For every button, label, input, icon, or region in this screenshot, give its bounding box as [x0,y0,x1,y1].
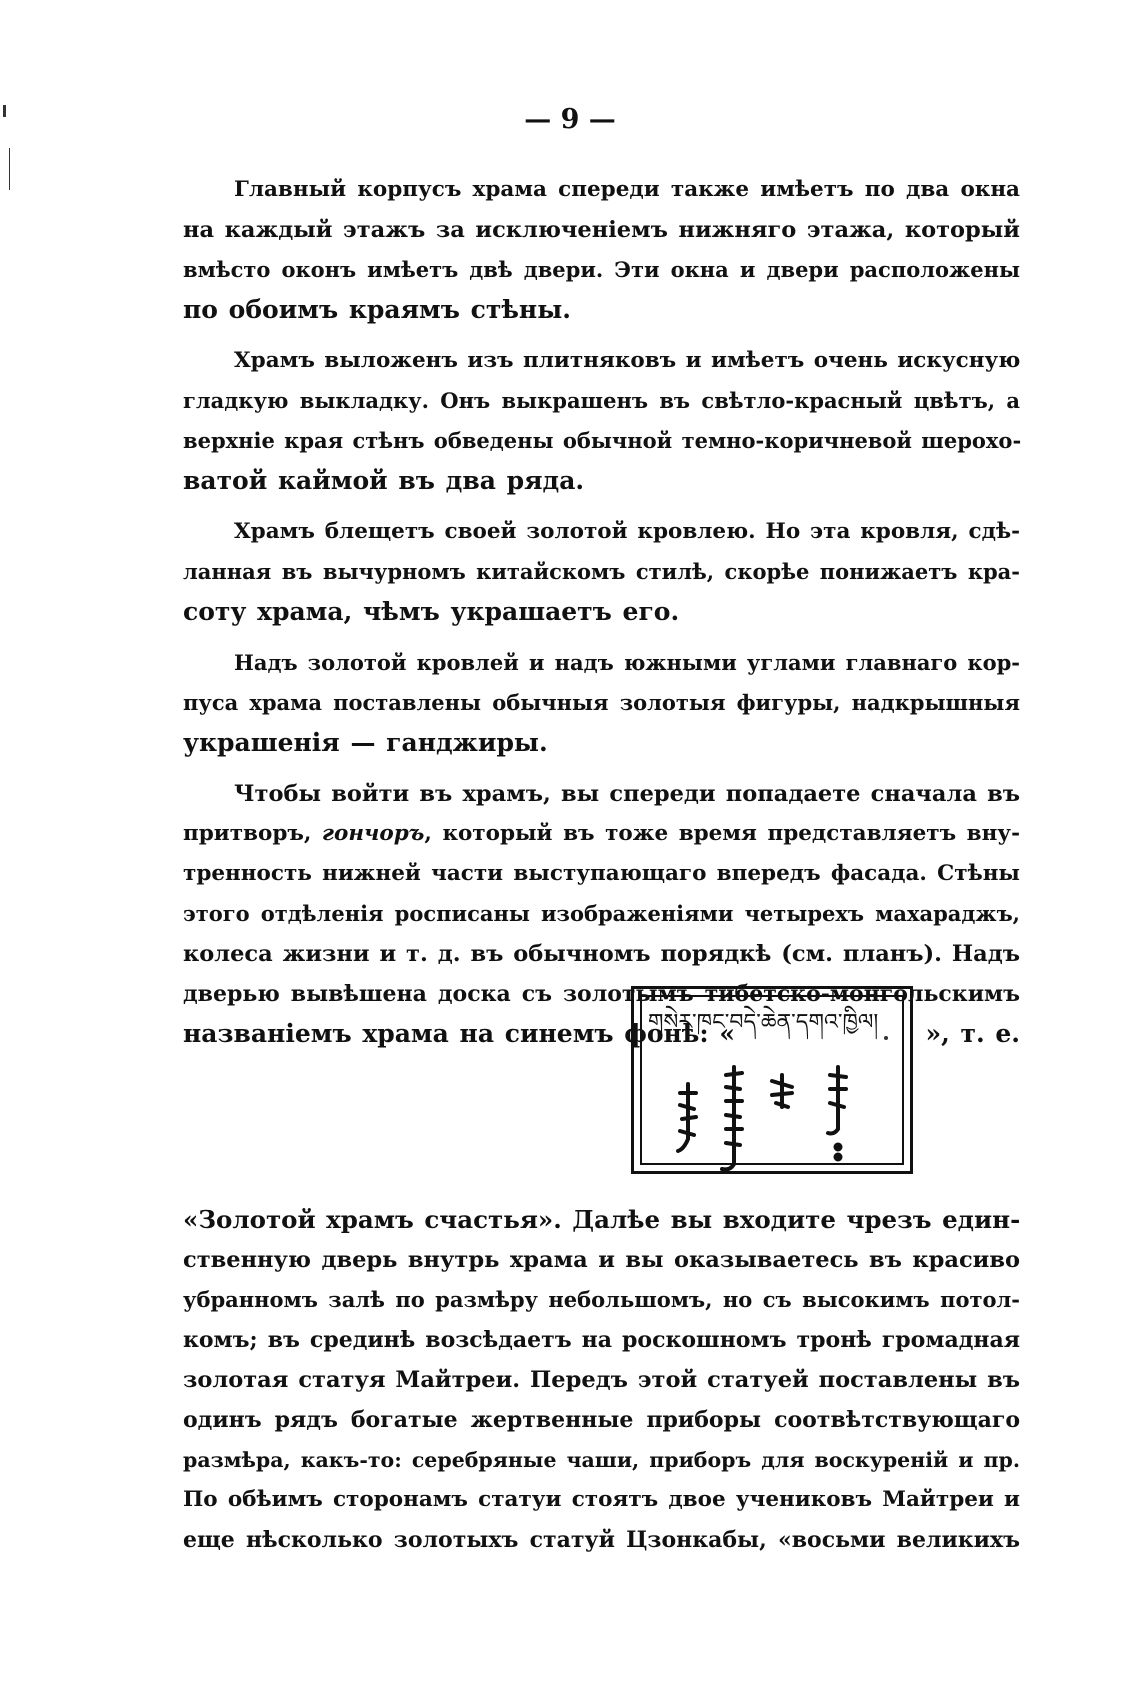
text-fragment: названіемъ храма на синемъ фонѣ: « [183,1019,735,1048]
text-line: золотая статуя Майтреи. Передъ этой статуей поставлены въ [183,1367,1020,1393]
text-line: Надъ золотой кровлей и надъ южными углами главнаго кор- [234,650,1020,675]
text-line: По обѣимъ сторонамъ статуи стоятъ двое учениковъ Майтреи и [183,1487,1020,1512]
text-line: Чтобы войти въ храмъ, вы спереди попадаете сначала въ [234,781,1020,807]
text-line: дверью вывѣшена доска съ золотымъ тибетско-монгольскимъ [183,981,1020,1007]
text-line: комъ; въ срединѣ возсѣдаетъ на роскошномъ тронѣ громадная [183,1327,1020,1353]
text-line: этого отдѣленія росписаны изображеніями четырехъ махараджъ, [183,901,1020,926]
text-line: размѣра, какъ-то: серебряные чаши, приборъ для воскуреній и пр. [183,1448,1020,1472]
paragraph [183,512,1020,632]
paragraph [183,341,1020,501]
text-line: «Золотой храмъ счастья». Далѣе вы входите чрезъ един- [183,1205,1021,1234]
text-line: украшенія — ганджиры. [183,728,548,757]
text-line: пуса храма поставлены обычныя золотыя фигуры, надкрышныя [183,690,1020,715]
text-line: ственную дверь внутрь храма и вы оказываетесь въ красиво [183,1247,1020,1273]
text-line: одинъ рядъ богатые жертвенные приборы соотвѣтствующаго [183,1407,1020,1433]
body-text-lower [183,1200,1020,1560]
text-fragment: притворъ, [183,821,312,846]
stray-dot [884,1036,888,1040]
text-line [183,814,1020,854]
margin-mark [3,105,6,117]
text-line: верхніе края стѣнъ обведены обычной темно-коричневой шерохо- [183,428,1022,453]
body-text-upper [183,170,1020,1054]
margin-mark [9,148,10,190]
text-line: Главный корпусъ храма спереди также имѣетъ по два окна [234,177,1020,202]
mongolian-script-image [634,989,916,1177]
text-fragment: », т. е. [925,1019,1020,1048]
italic-term: гончоръ [321,821,425,846]
text-line: Храмъ выложенъ изъ плитняковъ и имѣетъ очень искусную [234,348,1021,373]
paragraph [183,170,1020,330]
tibetan-inscription: གསེར་ཁང་བདེ་ཆེན་དགའ་ཁྱིལ། [648,1010,879,1035]
text-line: тренность нижней части выступающаго впередъ фасада. Стѣны [183,861,1020,886]
paragraph [183,643,1020,763]
text-line: по обоимъ краямъ стѣны. [183,295,571,324]
text-line: на каждый этажъ за исключеніемъ нижняго этажа, который [183,217,1020,243]
text-line: ватой каймой въ два ряда. [183,466,585,495]
text-line: соту храма, чѣмъ украшаетъ его. [183,597,680,626]
text-line: еще нѣсколько золотыхъ статуй Цзонкабы, «восьми великихъ [183,1527,1020,1553]
text-fragment: , который въ тоже время представляетъ вну- [424,821,1020,846]
paragraph [183,1200,1020,1560]
text-line: колеса жизни и т. д. въ обычномъ порядкѣ (см. планъ). Надъ [183,941,1020,967]
page-number: — 9 — [524,104,616,135]
text-line: ланная въ вычурномъ китайскомъ стилѣ, скорѣе понижаетъ кра- [183,559,1020,584]
inscription-plaque [631,986,913,1174]
text-line: гладкую выкладку. Онъ выкрашенъ въ свѣтло-красный цвѣтъ, а [183,388,1020,413]
text-line: вмѣсто оконъ имѣетъ двѣ двери. Эти окна и двери расположены [183,257,1020,282]
text-line: убранномъ залѣ по размѣру небольшомъ, но съ высокимъ потол- [183,1287,1020,1312]
text-line: Храмъ блещетъ своей золотой кровлею. Но эта кровля, сдѣ- [234,519,1020,544]
